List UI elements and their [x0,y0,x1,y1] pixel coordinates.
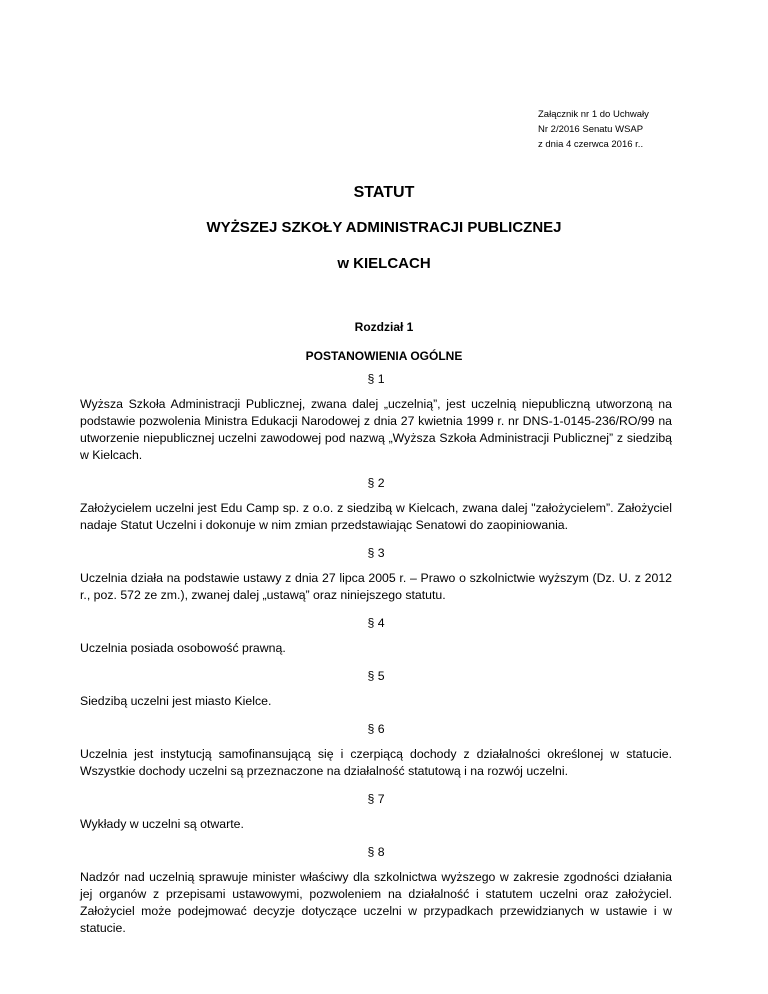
section-sign: § 5 [367,669,385,683]
section-sign: § 7 [367,792,385,806]
title-institution: WYŻSZEJ SZKOŁY ADMINISTRACJI PUBLICZNEJ [206,219,562,236]
section-text: Wyższa Szkoła Administracji Publicznej, zwana dalej „uczelnią”, jest uczelnią niepubliczną utworzoną na podstawie pozwolenia Ministra Edukacji Narodowej z dnia 27 kwietnia 1999 r. nr DNS-1-0145-236/RO/99 na utworzenie niepublicznej uczelni zawodowej pod nazwą „Wyższa Szkoła Administracji Publicznej” z siedzibą w Kielcach. [80,397,672,462]
section [80,615,672,657]
annex-line-3: z dnia 4 czerwca 2016 r.. [538,139,644,150]
document-title [0,183,768,274]
section-text: Uczelnia jest instytucją samofinansującą się i czerpiącą dochody z działalności określonej w statucie. Wszystkie dochody uczelni są przeznaczone na działalność statutową i na rozwój uczelni. [80,747,672,778]
section [80,475,672,534]
section-text: Uczelnia działa na podstawie ustawy z dnia 27 lipca 2005 r. – Prawo o szkolnictwie wyższym (Dz. U. z 2012 r., poz. 572 ze zm.), zwanej dalej „ustawą” oraz niniejszego statutu. [80,571,672,602]
annex-line-2: Nr 2/2016 Senatu WSAP [538,124,644,135]
chapter-name: POSTANOWIENIA OGÓLNE [305,349,463,363]
title-statut: STATUT [353,184,415,201]
section-text: Uczelnia posiada osobowość prawną. [80,641,286,655]
title-city: w KIELCACH [337,255,431,272]
section-text: Siedzibą uczelni jest miasto Kielce. [80,694,272,708]
chapter-heading [0,318,768,365]
chapter-number: Rozdział 1 [354,320,414,334]
section-sign: § 6 [367,722,385,736]
document-body [80,371,672,948]
section-text: Nadzór nad uczelnią sprawuje minister właściwy dla szkolnictwa wyższego w zakresie zgodności działania jej organów z przepisami ustawowymi, pozwoleniem na działalność i statutem uczelni oraz założyciel. Założyciel może podejmować decyzje dotyczące uczelni w przypadkach przewidzianych w ustawie i w statucie. [80,870,672,935]
section-sign: § 8 [367,845,385,859]
section [80,844,672,937]
section [80,791,672,833]
section [80,545,672,604]
section [80,721,672,780]
section-text: Wykłady w uczelni są otwarte. [80,817,244,831]
section [80,668,672,710]
section-sign: § 2 [367,476,385,490]
section-text: Założycielem uczelni jest Edu Camp sp. z o.o. z siedzibą w Kielcach, zwana dalej "założycielem”. Założyciel nadaje Statut Uczelni i dokonuje w nim zmian przedstawiając Senatowi do zaopiniowania. [80,501,672,532]
annex-line-1: Załącznik nr 1 do Uchwały [538,109,649,120]
section-sign: § 4 [367,616,385,630]
section [80,371,672,464]
section-sign: § 3 [367,546,385,560]
annex-note [538,107,649,152]
section-sign: § 1 [367,372,385,386]
